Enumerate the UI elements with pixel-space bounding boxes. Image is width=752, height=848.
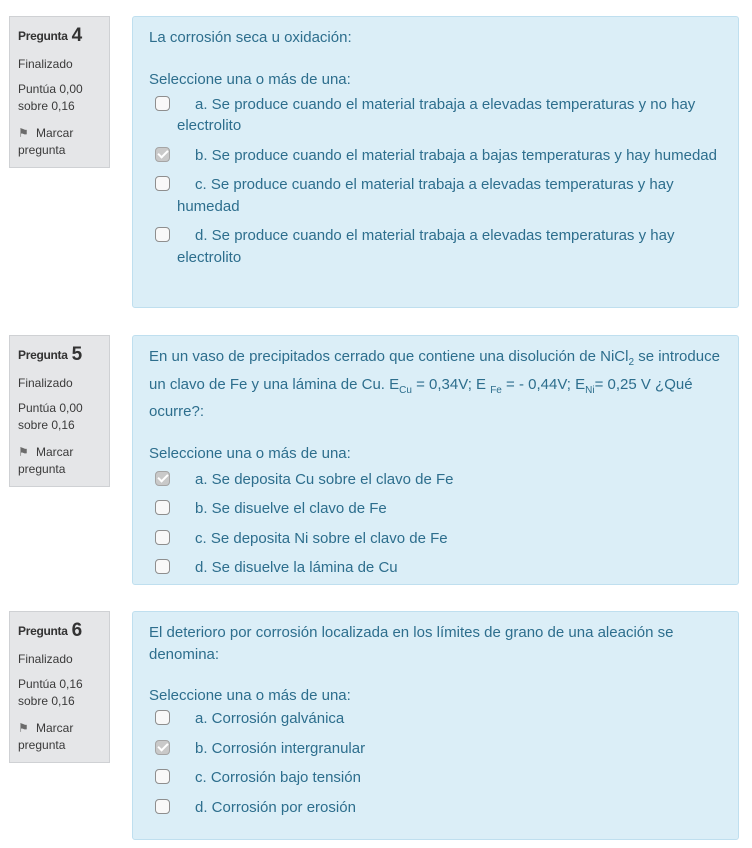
answer-option[interactable]: a. Corrosión galvánica (149, 708, 726, 730)
question-info-4 (9, 16, 110, 168)
answer-prompt: Seleccione una o más de una: (149, 444, 351, 462)
question-text: La corrosión seca u oxidación: (149, 29, 352, 46)
flag-question-button[interactable]: ⚑ Marcar pregunta (18, 126, 74, 157)
answer-list (149, 469, 726, 579)
question-state: Finalizado (18, 57, 73, 71)
checkbox[interactable] (155, 530, 170, 545)
question-text: En un vaso de precipitados cerrado que contiene una disolución de NiCl$_2$ se introduce un clavo de Fe y una lámina de Cu. $E_{Cu} = 0,34V$; E $_{Fe}$ = - 0,44V; $E_{Ni}= 0,25$ V ¿Qué ocurre?: (149, 348, 720, 420)
question-number: Pregunta 5 (18, 344, 82, 365)
checkbox[interactable] (155, 227, 170, 242)
answer-option[interactable]: d. Se produce cuando el material trabaja a elevadas temperaturas y hay electrolito (149, 225, 726, 268)
checkbox[interactable] (155, 559, 170, 574)
answer-option[interactable]: a. Se deposita Cu sobre el clavo de Fe (149, 469, 726, 491)
answer-prompt: Seleccione una o más de una: (149, 70, 351, 88)
answer-option[interactable]: a. Se produce cuando el material trabaja a elevadas temperaturas y no hay electrolito (149, 94, 726, 137)
question-number: Pregunta 6 (18, 620, 82, 641)
question-number: Pregunta 4 (18, 25, 82, 46)
answer-option[interactable]: b. Se produce cuando el material trabaja a bajas temperaturas y hay humedad (149, 145, 726, 167)
question-content-6 (132, 611, 739, 840)
answer-option[interactable]: d. Corrosión por erosión (149, 797, 726, 819)
question-grade: Puntúa 0,00 sobre 0,16 (18, 401, 83, 432)
answer-list (149, 708, 726, 818)
question-grade: Puntúa 0,16 sobre 0,16 (18, 677, 83, 708)
question-state: Finalizado (18, 376, 73, 390)
answer-option[interactable]: b. Corrosión intergranular (149, 738, 726, 760)
checkbox[interactable] (155, 176, 170, 191)
flag-icon: ⚑ (18, 126, 29, 140)
checkbox-checked[interactable] (155, 740, 170, 755)
question-state: Finalizado (18, 652, 73, 666)
question-content-4 (132, 16, 739, 308)
question-info-5 (9, 335, 110, 487)
answer-option[interactable]: c. Se deposita Ni sobre el clavo de Fe (149, 528, 726, 550)
checkbox[interactable] (155, 769, 170, 784)
question-info-6 (9, 611, 110, 763)
answer-option[interactable]: d. Se disuelve la lámina de Cu (149, 557, 726, 579)
answer-list (149, 94, 726, 269)
checkbox[interactable] (155, 500, 170, 515)
answer-option[interactable]: c. Corrosión bajo tensión (149, 767, 726, 789)
flag-icon: ⚑ (18, 721, 29, 735)
flag-icon: ⚑ (18, 445, 29, 459)
question-content-5 (132, 335, 739, 585)
checkbox-checked[interactable] (155, 147, 170, 162)
checkbox[interactable] (155, 710, 170, 725)
answer-option[interactable]: b. Se disuelve el clavo de Fe (149, 498, 726, 520)
checkbox[interactable] (155, 96, 170, 111)
checkbox[interactable] (155, 799, 170, 814)
answer-option[interactable]: c. Se produce cuando el material trabaja a elevadas temperaturas y hay humedad (149, 174, 726, 217)
flag-question-button[interactable]: ⚑ Marcar pregunta (18, 721, 74, 752)
question-text: El deterioro por corrosión localizada en los límites de grano de una aleación se denomina: (149, 624, 674, 663)
answer-prompt: Seleccione una o más de una: (149, 687, 351, 704)
flag-question-button[interactable]: ⚑ Marcar pregunta (18, 445, 74, 476)
question-grade: Puntúa 0,00 sobre 0,16 (18, 82, 83, 113)
checkbox-checked[interactable] (155, 471, 170, 486)
